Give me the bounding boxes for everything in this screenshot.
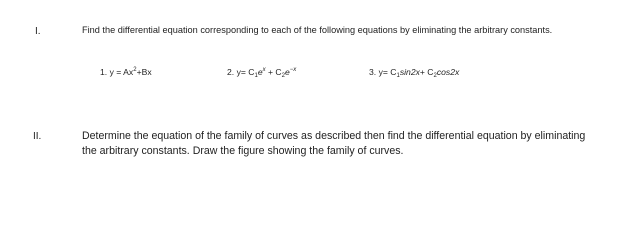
equation-3-term1: sin2x xyxy=(399,67,420,77)
section-2-text: Determine the equation of the family of curves as described then find the differential equation by eliminating the arbitrary constants. Draw the figure showing the family of curves. xyxy=(82,130,586,157)
equation-1-exponent: 2 xyxy=(133,67,137,73)
equation-2 xyxy=(227,66,296,78)
equation-2-e2: e xyxy=(284,67,290,77)
equation-2-lhs: y= C xyxy=(236,67,255,77)
equation-2-c2-subscript: 2 xyxy=(281,73,285,79)
equation-3-lhs: y= C xyxy=(378,67,397,77)
section-1-instruction: Find the differential equation corresponding to each of the following equations by eliminating the arbitrary constants. xyxy=(82,25,553,35)
equation-2-c1-subscript: 1 xyxy=(254,73,258,79)
equation-2-label: 2. xyxy=(227,67,235,77)
equation-3 xyxy=(369,66,459,78)
equation-3-label: 3. xyxy=(369,67,377,77)
equation-3-term2: cos2x xyxy=(436,67,460,77)
equation-1 xyxy=(100,66,152,78)
section-1-numeral: I. xyxy=(35,26,41,37)
equation-1-lhs: y = Ax xyxy=(109,67,134,77)
equation-2-e1: e xyxy=(257,67,263,77)
equation-3-plus: + C xyxy=(419,67,434,77)
equation-1-label: 1. xyxy=(100,67,108,77)
equation-3-c1-subscript: 1 xyxy=(396,73,400,79)
section-2-numeral: II. xyxy=(33,131,42,142)
equation-3-c2-subscript: 2 xyxy=(433,73,437,79)
equation-2-e2-exponent: −x xyxy=(289,67,297,73)
equation-2-e1-exponent: x xyxy=(262,67,266,73)
equation-2-plus: + C xyxy=(268,67,282,77)
equation-1-rest: +Bx xyxy=(136,67,152,77)
